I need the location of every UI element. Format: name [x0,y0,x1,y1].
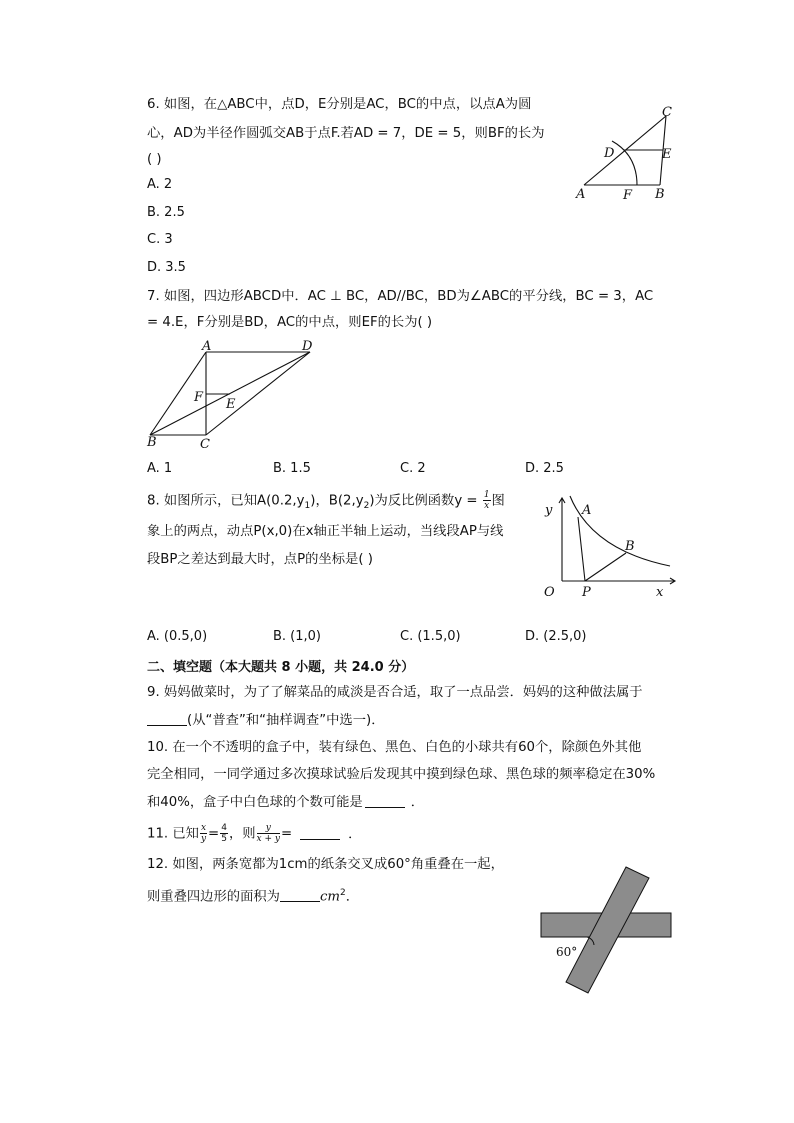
q12-answer-blank[interactable] [280,887,320,902]
q11-f1-num: x [200,823,207,833]
q9-line2 [147,711,385,731]
q6-option-d: D. 3.5 [147,260,186,275]
q6-line3: ( ) [147,152,162,167]
q12-line1: 12. 如图，两条宽都为1cm的纸条交叉成60°角重叠在一起， [147,857,504,872]
q11-fraction-3 [257,823,280,844]
q8-label-o: O [544,585,555,600]
q8-line2: 象上的两点，动点P(x,0)在x轴正半轴上运动，当线段AP与线 [147,524,504,539]
q8-frac-num: 1 [483,490,490,500]
q7-label-a: A [202,339,212,354]
q11-eq1: = [208,826,220,842]
q7-label-b: B [147,435,157,450]
q6-label-f: F [623,188,633,203]
q10-line2: 完全相同，一同学通过多次摸球试验后发现其中摸到绿色球、黑色球的频率稳定在30% [147,767,656,782]
q12-angle-label: 60° [556,945,578,959]
q6-arc-df [612,141,637,185]
q6-option-b: B. 2.5 [147,205,185,220]
q12-figure [535,860,680,1000]
q11-end: ． [348,826,362,842]
q6-label-e: E [662,147,672,162]
q11-f1-den: y [200,834,207,844]
q6-line1: 6. 如图，在△ABC中，点D，E分别是AC，BC的中点，以点A为圆 [147,97,532,112]
q11-f3-den: x + y [256,834,280,844]
q11-answer-blank[interactable] [300,825,340,840]
q9-answer-blank[interactable] [147,711,187,726]
q11-f3-num: y [257,823,280,834]
q8-label-a: A [582,503,592,518]
q7-option-c: C. 2 [400,461,426,476]
q6-figure [570,100,680,210]
q11-eq2: = [280,826,293,842]
q8-subscript-1: 1 [304,501,311,512]
q11-f2-den: 5 [221,834,227,844]
q6-label-b: B [655,187,665,202]
q9-line1: 9. 妈妈做菜时，为了了解菜品的咸淡是否合适，取了一点品尝．妈妈的这种做法属于 [147,685,643,700]
q12-unit-exponent: 2 [340,888,346,898]
q8-line1-post: )为反比例函数y = [369,493,478,509]
q7-option-d: D. 2.5 [525,461,564,476]
q6-label-a: A [576,187,586,202]
q10-line3-text: 和40%，盒子中白色球的个数可能是 [147,795,363,810]
q11-f2-num: 4 [221,823,227,833]
q8-frac-den: x [484,501,490,511]
q10-line1: 10. 在一个不透明的盒子中，装有绿色、黑色、白色的小球共有60个，除颜色外其他 [147,740,642,755]
q12-line2-end: ． [345,889,360,905]
q8-line1-mid: )，B(2,y [310,493,364,509]
q7-label-d: D [302,339,313,354]
q7-option-a: A. 1 [147,461,173,476]
q8-segment-ap [578,517,585,581]
q12-unit: cm [319,889,341,905]
q8-option-c: C. (1.5,0) [400,629,461,644]
q11-line [147,823,361,845]
q8-label-y: y [545,503,553,518]
q10-line3-end: ． [410,795,425,810]
q10-line3 [147,793,424,813]
q10-answer-blank[interactable] [365,793,405,808]
q12-line2-text: 则重叠四边形的面积为 [147,889,280,905]
q11-fraction-1 [200,823,207,844]
q8-subscript-2: 2 [363,501,370,512]
q7-figure [140,335,320,455]
q7-label-f: F [194,390,204,405]
q6-label-c: C [662,105,672,120]
q9-line2-text: (从“普查”和“抽样调查”中选一)． [187,713,385,728]
q6-line2: 心，AD为半径作圆弧交AB于点F.若AD = 7，DE = 5，则BF的长为 [147,126,545,141]
q8-line3: 段BP之差达到最大时，点P的坐标是( ) [147,552,373,567]
q8-fraction [483,490,491,511]
q12-strips [541,867,671,993]
q8-segment-bp [585,553,626,581]
q11-fraction-2 [220,823,228,844]
q7-line2: = 4.E，F分别是BD，AC的中点，则EF的长为( ) [147,315,433,330]
q8-option-b: B. (1,0) [273,629,322,644]
q7-label-c: C [200,437,210,452]
q8-line1-pre: 8. 如图所示，已知A(0.2,y [147,493,305,509]
q7-option-b: B. 1.5 [273,461,311,476]
q8-label-p: P [582,585,591,600]
section-fill-in-title: 二、填空题（本大题共 8 小题，共 24.0 分） [147,660,415,675]
q6-option-c: C. 3 [147,232,173,247]
q8-option-a: A. (0.5,0) [147,629,208,644]
q8-label-b: B [625,539,635,554]
q8-figure [540,488,680,603]
q11-mid: ，则 [228,826,256,842]
q8-line1-end: 图 [491,493,505,509]
q8-line1 [147,490,505,516]
q6-option-a: A. 2 [147,177,173,192]
q7-line1: 7. 如图，四边形ABCD中．AC ⊥ BC，AD//BC，BD为∠ABC的平分线，BC = 3，AC [147,289,654,304]
q7-label-e: E [226,397,236,412]
q6-label-d: D [604,146,615,161]
q11-pre: 11. 已知 [147,826,199,842]
q12-line2 [147,883,359,907]
q8-label-x: x [656,585,664,600]
q8-option-d: D. (2.5,0) [525,629,587,644]
